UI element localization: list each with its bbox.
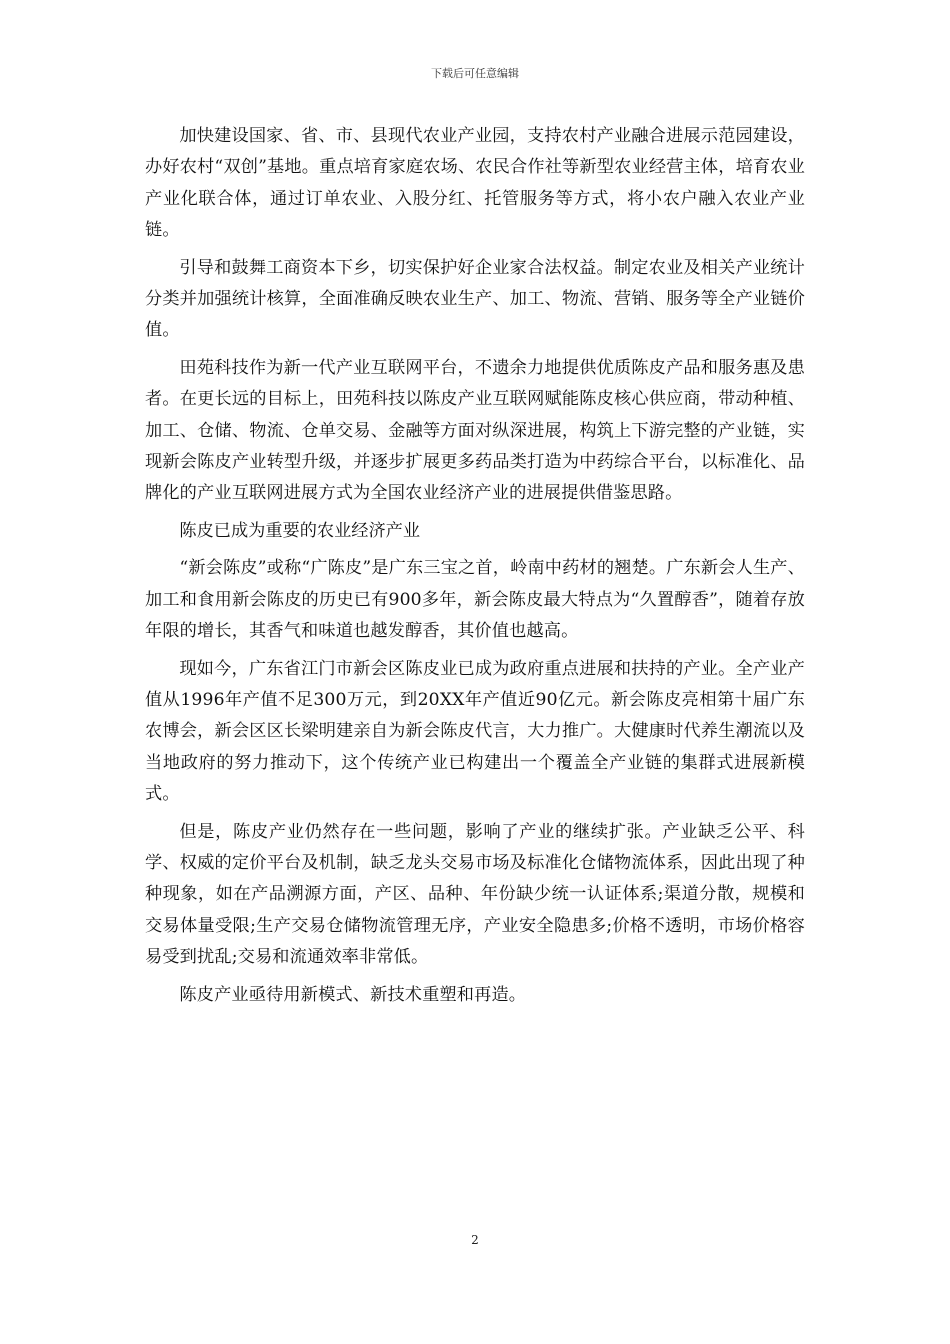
section-heading: 陈皮已成为重要的农业经济产业: [179, 520, 421, 541]
document-body: [145, 121, 805, 1017]
paragraph-industry-problems: 但是，陈皮产业仍然存在一些问题，影响了产业的继续扩张。产业缺乏公平、科学、权威的定价平台及机制，缺乏龙头交易市场及标准化仓储物流体系，因此出现了种种现象，如在产品溯源方面，产区、品种、年份缺少统一认证体系;渠道分散，规模和交易体量受限;生产交易仓储物流管理无序，产业安全隐患多;价格不透明，市场价格容易受到扰乱;交易和流通效率非常低。: [145, 821, 805, 968]
paragraph-xinhui-chenpi: “新会陈皮”或称“广陈皮”是广东三宝之首，岭南中药材的翘楚。广东新会人生产、加工和食用新会陈皮的历史已有900多年，新会陈皮最大特点为“久置醇香”，随着存放年限的增长，其香气和味道也越发醇香，其价值也越高。: [145, 558, 805, 642]
page-number: 2: [471, 1233, 479, 1247]
paragraph-industry-output: 现如今，广东省江门市新会区陈皮业已成为政府重点进展和扶持的产业。全产业产值从1996年产值不足300万元，到20XX年产值近90亿元。新会陈皮亮相第十届广东农博会，新会区区长梁明建亲自为新会陈皮代言，大力推广。大健康时代养生潮流以及当地政府的努力推动下，这个传统产业已构建出一个覆盖全产业链的集群式进展新模式。: [145, 658, 805, 805]
paragraph-business-capital: 引导和鼓舞工商资本下乡，切实保护好企业家合法权益。制定农业及相关产业统计分类并加强统计核算，全面准确反映农业生产、加工、物流、营销、服务等全产业链价值。: [145, 257, 805, 341]
paragraph-industrial-parks: 加快建设国家、省、市、县现代农业产业园，支持农村产业融合进展示范园建设，办好农村“双创”基地。重点培育家庭农场、农民合作社等新型农业经营主体，培育农业产业化联合体，通过订单农业、入股分红、托管服务等方式，将小农户融入农业产业链。: [145, 126, 805, 241]
paragraph-tianyuan-technology: 田苑科技作为新一代产业互联网平台，不遗余力地提供优质陈皮产品和服务惠及患者。在更长远的目标上，田苑科技以陈皮产业互联网赋能陈皮核心供应商，带动种植、加工、仓储、物流、仓单交易、金融等方面对纵深进展，构筑上下游完整的产业链，实现新会陈皮产业转型升级，并逐步扩展更多药品类打造为中药综合平台，以标准化、品牌化的产业互联网进展方式为全国农业经济产业的进展提供借鉴思路。: [145, 357, 805, 504]
paragraph-conclusion: 陈皮产业亟待用新模式、新技术重塑和再造。: [179, 984, 527, 1005]
page-header: 下载后可任意编辑: [431, 67, 519, 80]
